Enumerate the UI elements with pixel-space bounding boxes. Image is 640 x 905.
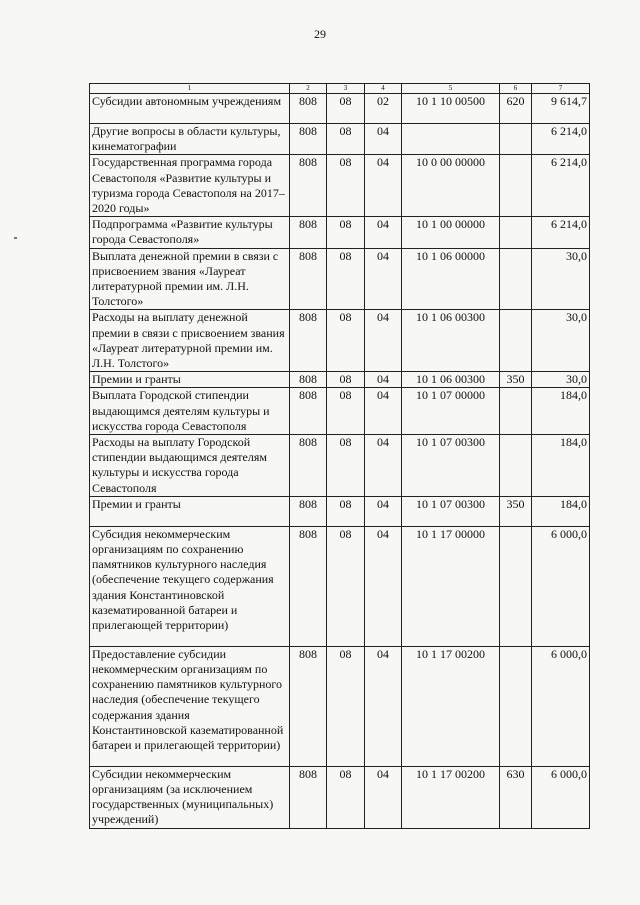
table-body	[90, 94, 590, 829]
target-article-code: 10 1 06 00000	[402, 248, 500, 310]
amount: 9 614,7	[532, 94, 590, 124]
expense-type-code	[500, 248, 532, 310]
amount: 6 214,0	[532, 155, 590, 217]
ministry-code: 808	[290, 388, 327, 435]
table-row	[90, 526, 590, 646]
section-code: 08	[327, 388, 365, 435]
subsection-code: 04	[365, 248, 402, 310]
table-row	[90, 435, 590, 497]
expense-type-code: 630	[500, 766, 532, 828]
section-code: 08	[327, 646, 365, 766]
target-article-code: 10 1 10 00500	[402, 94, 500, 124]
section-code: 08	[327, 496, 365, 526]
expense-type-code	[500, 646, 532, 766]
expense-type-code	[500, 155, 532, 217]
table-row	[90, 248, 590, 310]
amount: 184,0	[532, 435, 590, 497]
section-code: 08	[327, 372, 365, 388]
subsection-code: 04	[365, 496, 402, 526]
section-code: 08	[327, 124, 365, 155]
amount: 6 214,0	[532, 124, 590, 155]
target-article-code: 10 1 06 00300	[402, 310, 500, 372]
column-number: 5	[402, 84, 500, 94]
scan-mark	[14, 237, 17, 239]
expense-type-code	[500, 435, 532, 497]
column-number-row	[90, 84, 590, 94]
target-article-code: 10 1 17 00200	[402, 646, 500, 766]
target-article-code: 10 1 17 00200	[402, 766, 500, 828]
amount: 6 000,0	[532, 766, 590, 828]
subsection-code: 04	[365, 646, 402, 766]
ministry-code: 808	[290, 496, 327, 526]
subsection-code: 04	[365, 766, 402, 828]
expense-type-code	[500, 217, 532, 248]
row-name: Государственная программа города Севастополя «Развитие культуры и туризма города Севастополя на 2017–2020 годы»	[90, 155, 290, 217]
amount: 30,0	[532, 310, 590, 372]
budget-table	[89, 83, 590, 829]
target-article-code: 10 1 06 00300	[402, 372, 500, 388]
subsection-code: 04	[365, 124, 402, 155]
ministry-code: 808	[290, 217, 327, 248]
ministry-code: 808	[290, 155, 327, 217]
row-name: Премии и гранты	[90, 496, 290, 526]
section-code: 08	[327, 435, 365, 497]
expense-type-code: 350	[500, 372, 532, 388]
amount: 6 000,0	[532, 646, 590, 766]
amount: 6 000,0	[532, 526, 590, 646]
table-row	[90, 217, 590, 248]
ministry-code: 808	[290, 310, 327, 372]
expense-type-code: 350	[500, 496, 532, 526]
amount: 30,0	[532, 248, 590, 310]
column-number: 3	[327, 84, 365, 94]
target-article-code	[402, 124, 500, 155]
row-name: Выплата Городской стипендии выдающимся деятелям культуры и искусства города Севастополя	[90, 388, 290, 435]
subsection-code: 04	[365, 155, 402, 217]
row-name: Выплата денежной премии в связи с присвоением звания «Лауреат литературной премии им. Л.Н. Толстого»	[90, 248, 290, 310]
row-name: Субсидия некоммерческим организациям по сохранению памятников культурного наследия (обеспечение текущего содержания здания Константиновской казематированной батареи и прилегающей территории)	[90, 526, 290, 646]
subsection-code: 04	[365, 388, 402, 435]
page-number: 29	[314, 27, 326, 41]
ministry-code: 808	[290, 372, 327, 388]
section-code: 08	[327, 766, 365, 828]
column-number: 1	[90, 84, 290, 94]
ministry-code: 808	[290, 766, 327, 828]
row-name: Расходы на выплату Городской стипендии выдающимся деятелям культуры и искусства города Севастополя	[90, 435, 290, 497]
subsection-code: 04	[365, 435, 402, 497]
subsection-code: 02	[365, 94, 402, 124]
ministry-code: 808	[290, 124, 327, 155]
section-code: 08	[327, 217, 365, 248]
expense-type-code: 620	[500, 94, 532, 124]
ministry-code: 808	[290, 435, 327, 497]
ministry-code: 808	[290, 646, 327, 766]
ministry-code: 808	[290, 248, 327, 310]
section-code: 08	[327, 526, 365, 646]
column-number: 6	[500, 84, 532, 94]
table-row	[90, 155, 590, 217]
table-row	[90, 310, 590, 372]
section-code: 08	[327, 310, 365, 372]
table-row	[90, 372, 590, 388]
target-article-code: 10 1 17 00000	[402, 526, 500, 646]
subsection-code: 04	[365, 310, 402, 372]
expense-type-code	[500, 388, 532, 435]
target-article-code: 10 0 00 00000	[402, 155, 500, 217]
amount: 184,0	[532, 388, 590, 435]
table-row	[90, 646, 590, 766]
ministry-code: 808	[290, 94, 327, 124]
column-number: 4	[365, 84, 402, 94]
subsection-code: 04	[365, 526, 402, 646]
table-row	[90, 124, 590, 155]
target-article-code: 10 1 07 00300	[402, 496, 500, 526]
row-name: Другие вопросы в области культуры, кинематографии	[90, 124, 290, 155]
target-article-code: 10 1 07 00000	[402, 388, 500, 435]
expense-type-code	[500, 310, 532, 372]
amount: 6 214,0	[532, 217, 590, 248]
amount: 30,0	[532, 372, 590, 388]
table-row	[90, 496, 590, 526]
ministry-code: 808	[290, 526, 327, 646]
table-row	[90, 388, 590, 435]
amount: 184,0	[532, 496, 590, 526]
row-name: Премии и гранты	[90, 372, 290, 388]
column-number: 2	[290, 84, 327, 94]
table-row	[90, 766, 590, 828]
section-code: 08	[327, 248, 365, 310]
subsection-code: 04	[365, 217, 402, 248]
expense-type-code	[500, 124, 532, 155]
row-name: Расходы на выплату денежной премии в связи с присвоением звания «Лауреат литературной премии им. Л.Н. Толстого»	[90, 310, 290, 372]
column-number: 7	[532, 84, 590, 94]
target-article-code: 10 1 00 00000	[402, 217, 500, 248]
row-name: Субсидии автономным учреждениям	[90, 94, 290, 124]
row-name: Субсидии некоммерческим организациям (за исключением государственных (муниципальных) учреждений)	[90, 766, 290, 828]
row-name: Предоставление субсидии некоммерческим организациям по сохранению памятников культурного наследия (обеспечение текущего содержания здания Константиновской казематированной батареи и прилегающей территории)	[90, 646, 290, 766]
table-row	[90, 94, 590, 124]
section-code: 08	[327, 155, 365, 217]
section-code: 08	[327, 94, 365, 124]
row-name: Подпрограмма «Развитие культуры города Севастополя»	[90, 217, 290, 248]
subsection-code: 04	[365, 372, 402, 388]
target-article-code: 10 1 07 00300	[402, 435, 500, 497]
expense-type-code	[500, 526, 532, 646]
